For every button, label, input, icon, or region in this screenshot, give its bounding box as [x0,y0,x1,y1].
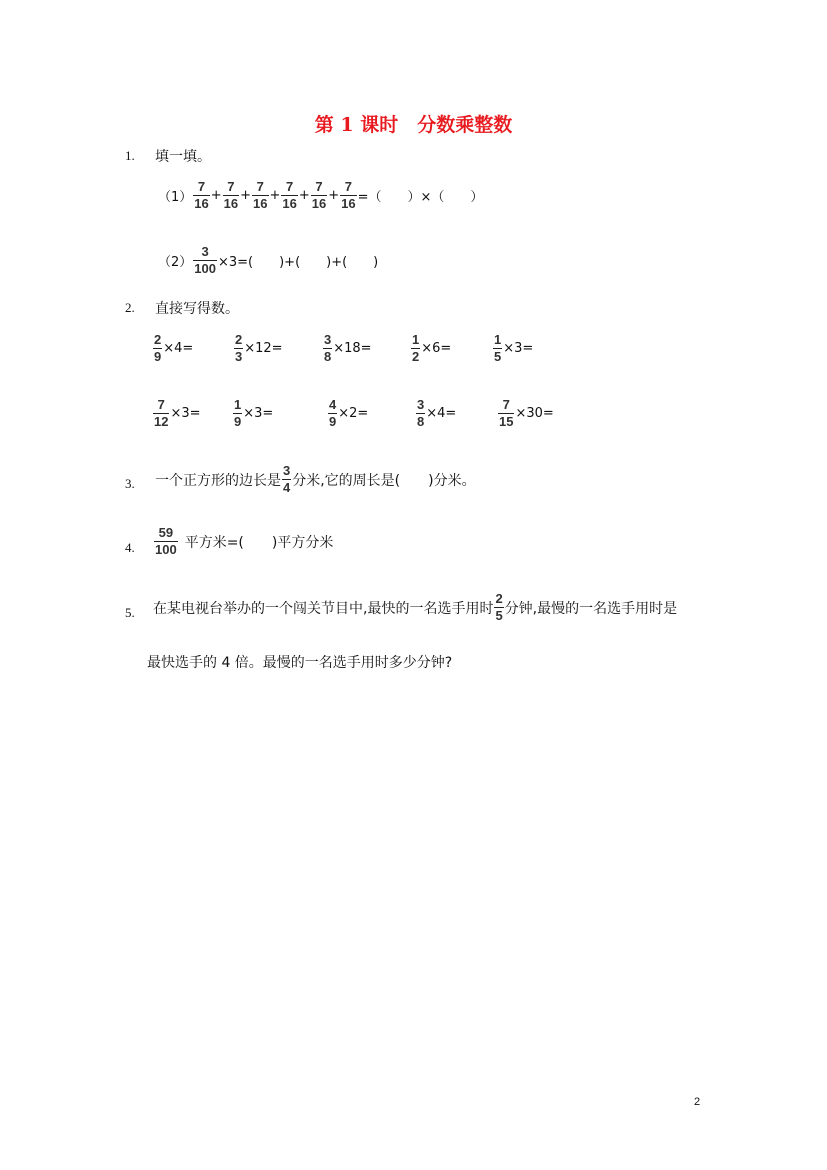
q2-number: 2. [125,300,135,315]
q3-number: 3. [125,476,135,491]
q2-item: $\frac{2}{9}$ ×4= [154,332,194,364]
fraction: $\frac{59}{100}$ [155,525,177,557]
fraction: $\frac{7}{15}$ [499,397,514,429]
q3-text: 一个正方形的边长是 $\frac{3}{4}$ 分米,它的周长是( )分米。 [155,463,476,495]
fraction: $\frac{7}{16}$ [282,179,297,211]
q2-item: $\frac{7}{15}$ ×30= [499,397,554,429]
q1-text: 填一填。 [155,149,211,165]
fraction: $\frac{2}{3}$ [235,332,243,364]
q2-item: $\frac{7}{12}$ ×3= [154,397,201,429]
q5-number: 5. [125,605,135,620]
fraction: $\frac{7}{16}$ [311,179,327,211]
q1-part2-label: （2） [158,255,193,270]
q2-item: $\frac{4}{9}$ ×2= [329,397,369,429]
fraction: $\frac{7}{16}$ [223,179,239,211]
plus-sign: + [210,188,222,203]
fraction: $\frac{1}{5}$ [494,332,502,364]
q4-text: $\frac{59}{100}$ 平方米=( )平方分米 [155,525,334,557]
plus-sign: + [269,188,281,203]
q2-item: $\frac{2}{3}$ ×12= [235,332,283,364]
fraction: $\frac{3}{8}$ [417,397,425,429]
q5-text: 在某电视台举办的一个闯关节目中,最快的一名选手用时 $\frac{2}{5}$ 分钟,最慢的一名选手用时是 [153,591,678,623]
plus-sign: + [328,188,340,203]
fraction: $\frac{3}{4}$ [283,463,291,495]
fraction: $\frac{2}{5}$ [495,591,503,623]
page-title: 第 1 课时 分数乘整数 [314,114,513,136]
fraction: $\frac{1}{9}$ [234,397,242,429]
q2-text: 直接写得数。 [155,301,239,317]
q2-item: $\frac{3}{8}$ ×4= [417,397,457,429]
q2-item: $\frac{1}{2}$ ×6= [412,332,452,364]
fraction: $\frac{1}{2}$ [412,332,420,364]
q4-number: 4. [125,540,135,555]
fraction: $\frac{3}{8}$ [324,332,332,364]
q1-part1 [158,180,483,211]
q1-part2 [158,245,378,276]
fraction: $\frac{7}{16}$ [341,179,356,211]
fraction: $\frac{7}{16}$ [253,179,268,211]
q1-number: 1. [125,148,135,163]
page-number: 2 [694,1096,701,1108]
q1-part2-answer: ×3=( )+( )+( ) [217,255,379,270]
fraction: $\frac{2}{9}$ [154,332,162,364]
plus-sign: + [240,188,252,203]
q2-item: $\frac{3}{8}$ ×18= [324,332,372,364]
fraction: $\frac{7}{16}$ [194,179,209,211]
fraction: $\frac{4}{9}$ [329,397,337,429]
q2-item: $\frac{1}{9}$ ×3= [234,397,274,429]
q1-part1-label: （1） [158,190,193,205]
q5-text-line2: 最快选手的 4 倍。最慢的一名选手用时多少分钟? [147,655,453,671]
plus-sign: + [298,188,310,203]
q1-part1-answer: =（ ）×（ ） [357,190,484,205]
fraction: $\frac{7}{12}$ [154,397,169,429]
q2-item: $\frac{1}{5}$ ×3= [494,332,534,364]
fraction: $\frac{3}{100}$ [194,244,216,276]
